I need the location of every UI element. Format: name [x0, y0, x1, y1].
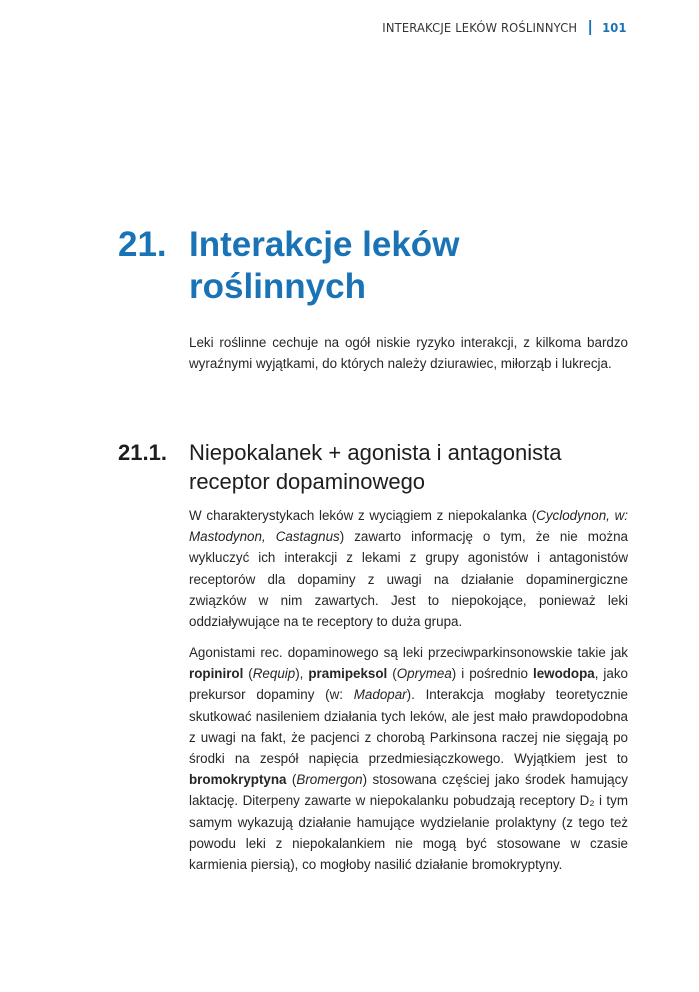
text-run: ) stosowana częściej jako środek hamujący laktację. Diterpeny zawarte w niepokalanku pobudzają receptory D₂ i tym samym wykazują działanie hamujące wydzielanie prolaktyny (z tego też powodu leki z niepokalankiem nie mogą być stosowane w czasie karmienia piersią), co mogłoby nasilić działanie bromokryptyny. — [189, 772, 628, 873]
text-run: ) i pośrednio — [451, 666, 533, 682]
drug-name: pramipeksol — [308, 666, 388, 682]
brand-name: Bromergon — [296, 772, 363, 788]
body-paragraph-2 — [189, 642, 628, 875]
brand-name: Madopar — [353, 687, 407, 703]
text-run: ( — [243, 666, 253, 682]
running-header — [383, 20, 627, 35]
text-run: ) zawarto informację o tym, że nie można wykluczyć ich interakcji z lekami z grupy agonistów i antagonistów receptorów dla dopaminy z uwagi na działanie dopaminergiczne związków w nim zawartych. Jest to niepokojące, ponieważ leki oddziaływujące na te receptory to duża grupa. — [189, 529, 628, 630]
page-number: 101 — [602, 20, 627, 35]
chapter-heading — [118, 224, 638, 308]
drug-name: lewodopa — [532, 666, 595, 682]
drug-name: bromokryptyna — [189, 772, 287, 788]
section-heading — [118, 438, 638, 496]
header-divider — [590, 20, 592, 35]
intro-paragraph: Leki roślinne cechuje na ogół niskie ryzyko interakcji, z kilkoma bardzo wyraźnymi wyjątkami, do których należy dziurawiec, miłorząb i lukrecja. — [189, 335, 628, 372]
text-run: ( — [387, 666, 397, 682]
italic-run: Cyclodynon, w: Mastodynon, Castagnus — [189, 508, 628, 545]
chapter-title: Interakcje leków roślinnych — [189, 225, 460, 306]
text-run: , jako prekursor dopaminy (w: — [189, 666, 628, 703]
text-run: ), — [295, 666, 309, 682]
drug-name: ropinirol — [189, 666, 244, 682]
brand-name: Oprymea — [396, 666, 452, 682]
text-run: ( — [286, 772, 297, 788]
chapter-number: 21. — [118, 225, 167, 264]
running-title: INTERAKCJE LEKÓW ROŚLINNYCH — [382, 20, 578, 35]
section-title: Niepokalanek + agonista i antagonista receptor dopaminowego — [189, 440, 562, 494]
section-number: 21.1. — [118, 440, 167, 465]
body-paragraph-1 — [189, 505, 628, 632]
text-run: ). Interakcja mogłaby teoretycznie skutkować nasileniem działania tych leków, ale jest mało prawdopodobna z uwagi na fakt, że pacjenci z chorobą Parkinsona raczej nie sięgają po środki na zespół napięcia przedmiesiączkowego. Wyjątkiem jest to — [189, 687, 628, 767]
text-run: Agonistami rec. dopaminowego są leki przeciwparkinsonowskie takie jak — [189, 645, 628, 660]
text-run: W charakterystykach leków z wyciągiem z niepokalanka ( — [189, 508, 537, 523]
brand-name: Requip — [252, 666, 296, 682]
